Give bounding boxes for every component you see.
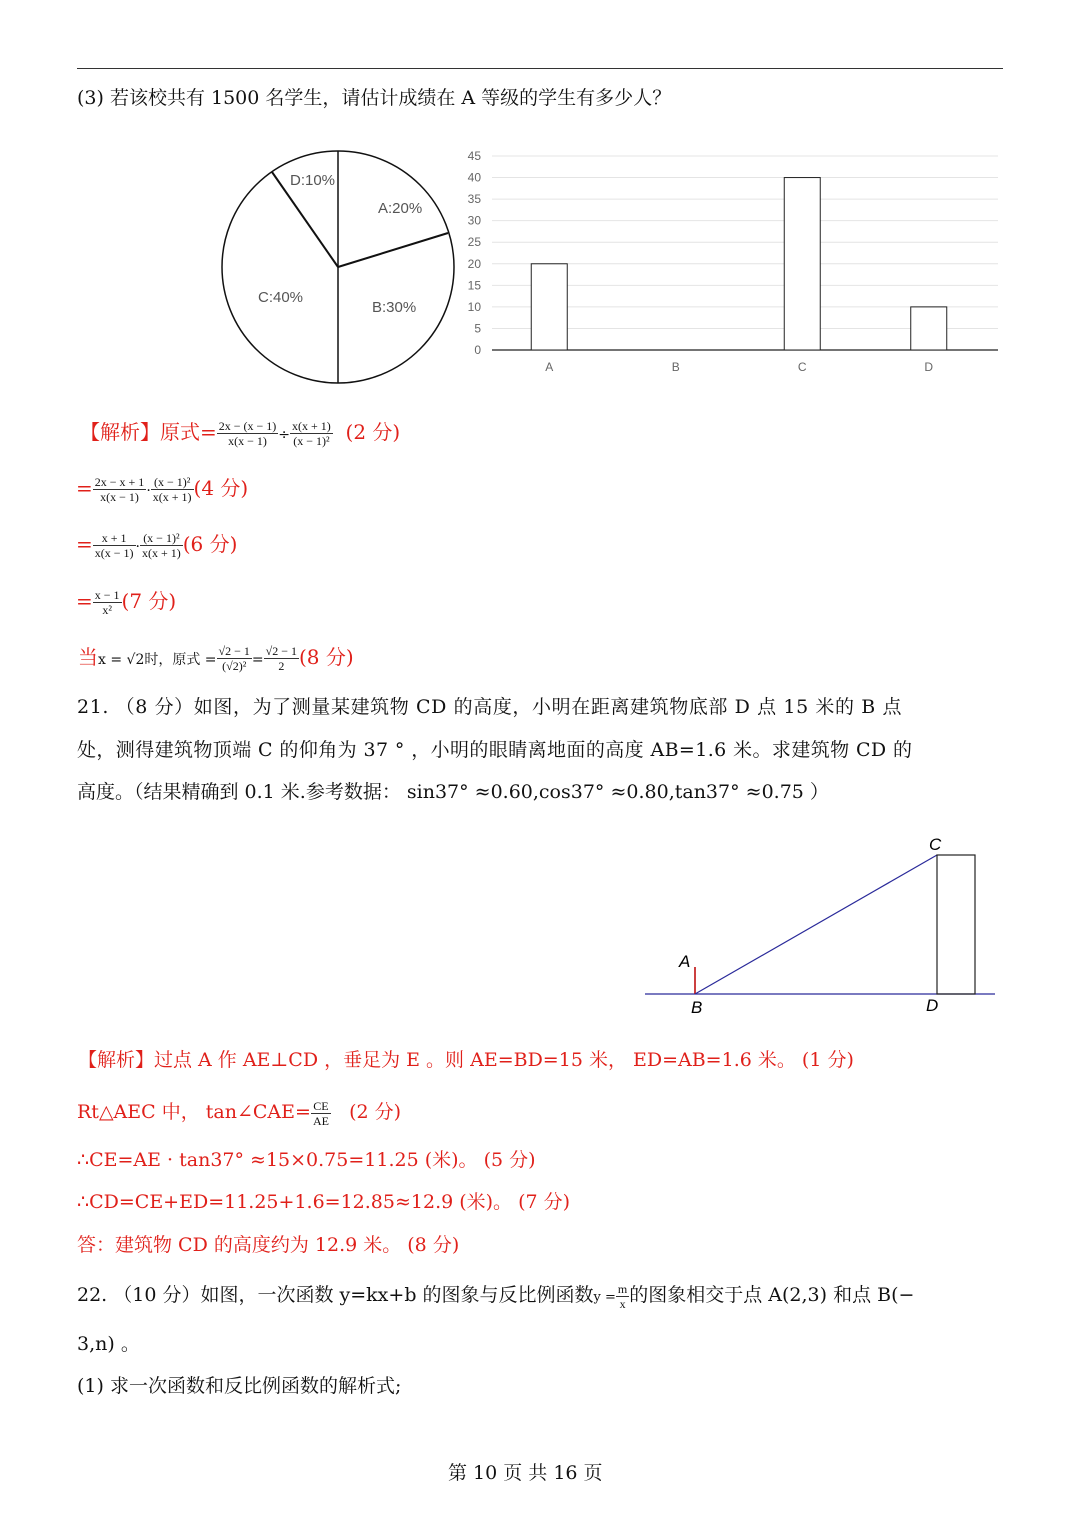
sight-line-bc xyxy=(695,855,937,994)
x-tick-label: C xyxy=(797,360,807,374)
question-3: (3) 若该校共有 1500 名学生，请估计成绩在 A 等级的学生有多少人？ xyxy=(77,87,672,109)
pie-slice-border xyxy=(338,233,448,267)
building-cd xyxy=(937,855,975,994)
pie-label-a: A:20% xyxy=(378,200,423,217)
pie-label-d: D:10% xyxy=(290,172,336,189)
fraction: $\frac{2x - (x - 1)}{x(x - 1)}$ xyxy=(218,419,277,448)
x-tick-label: B xyxy=(671,360,680,374)
solution-20-line-4: = $\frac{x - 1}{\text{x²}}$ (7 分) xyxy=(76,588,177,617)
solution-20-line-2: = $\frac{2x - x + 1}{x(x - 1)}$ · $\frac{\text{(x − 1)²}}{x(x + 1)}$ (4 分) xyxy=(76,475,249,504)
y-tick-label: 0 xyxy=(474,343,481,357)
solution-21-line-4: ∴CD=CE+ED=11.25+1.6=12.85≈12.9 (米)。 (7 分) xyxy=(77,1191,571,1213)
solution-21-line-3: ∴CE=AE · tan37° ≈15×0.75=11.25 (米)。 (5 分) xyxy=(77,1149,536,1171)
y-tick-label: 30 xyxy=(467,213,481,228)
solution-head: 【解析】原式= xyxy=(80,420,217,444)
solution-21-line-1: 【解析】过点 A 作 AE⊥CD ，垂足为 E 。则 AE=BD=15 米， ED=AB=1.6 米。 (1 分) xyxy=(78,1049,854,1071)
question-21-line-2: 处，测得建筑物顶端 C 的仰角为 37 ° ，小明的眼睛离地面的高度 AB=1.6 米。求建筑物 CD 的 xyxy=(77,739,913,761)
label-d: D xyxy=(926,996,939,1015)
question-22-line-1: 22. （10 分）如图，一次函数 y=kx+b 的图象与反比例函数y = $\frac{m}{x}$ 的图象相交于点 A(2,3) 和点 B(− xyxy=(77,1281,915,1311)
y-tick-label: 40 xyxy=(467,170,481,185)
pie-label-b: B:30% xyxy=(372,299,417,316)
pie-label-c: C:40% xyxy=(258,289,304,306)
y-tick-label: 15 xyxy=(467,278,481,293)
solution-20-line-3: = $\frac{x + 1}{x(x - 1)}$ · $\frac{\text{(x − 1)²}}{x(x + 1)}$ (6 分) xyxy=(76,531,238,560)
fraction: $\frac{x(x + 1)}{\text{(x − 1)²}}$ xyxy=(292,419,331,448)
header-rule xyxy=(77,68,1003,69)
y-tick-label: 5 xyxy=(474,321,481,336)
label-a: A xyxy=(679,952,691,971)
page-footer: 第 10 页 共 16 页 xyxy=(448,1462,603,1484)
y-tick-label: 25 xyxy=(467,235,481,250)
question-21-line-3: 高度。（结果精确到 0.1 米.参考数据： sin37° ≈0.60,cos37° ≈0.80,tan37° ≈0.75 ） xyxy=(77,781,829,803)
bar-chart xyxy=(455,140,1015,385)
pie-chart xyxy=(210,140,470,390)
question-22-part-1: (1) 求一次函数和反比例函数的解析式; xyxy=(77,1375,402,1397)
bar-D xyxy=(911,307,947,350)
question-21-line-1: 21. （8 分）如图，为了测量某建筑物 CD 的高度，小明在距离建筑物底部 D 点 15 米的 B 点 xyxy=(77,696,903,718)
x-tick-label: A xyxy=(545,360,554,374)
y-tick-label: 35 xyxy=(467,192,481,207)
solution-20-line-5: 当x = √2时，原式 = $\frac{√2 - 1}{\text{(√2)²}}$ = $\frac{√2 - 1}{2}$ (8 分) xyxy=(78,644,354,673)
label-b: B xyxy=(691,998,703,1017)
y-tick-label: 10 xyxy=(467,299,481,314)
solution-21-line-2: Rt△AEC 中， tan∠CAE= $\frac{CE}{AE}$ (2 分) xyxy=(77,1098,402,1128)
question-22-line-2: 3,n) 。 xyxy=(77,1333,140,1355)
y-tick-label: 20 xyxy=(467,256,481,271)
y-tick-label: 45 xyxy=(467,149,481,163)
bar-C xyxy=(784,178,820,350)
bar-A xyxy=(531,264,567,350)
solution-20-line-1: 【解析】原式= $\frac{2x - (x - 1)}{x(x - 1)}$ ÷ $\frac{x(x + 1)}{\text{(x − 1)²}}$ (2 分) xyxy=(80,419,401,448)
solution-21-line-5: 答：建筑物 CD 的高度约为 12.9 米。 (8 分) xyxy=(77,1234,460,1256)
x-tick-label: D xyxy=(924,360,934,374)
label-c: C xyxy=(929,835,942,854)
building-diagram xyxy=(640,830,1010,1020)
